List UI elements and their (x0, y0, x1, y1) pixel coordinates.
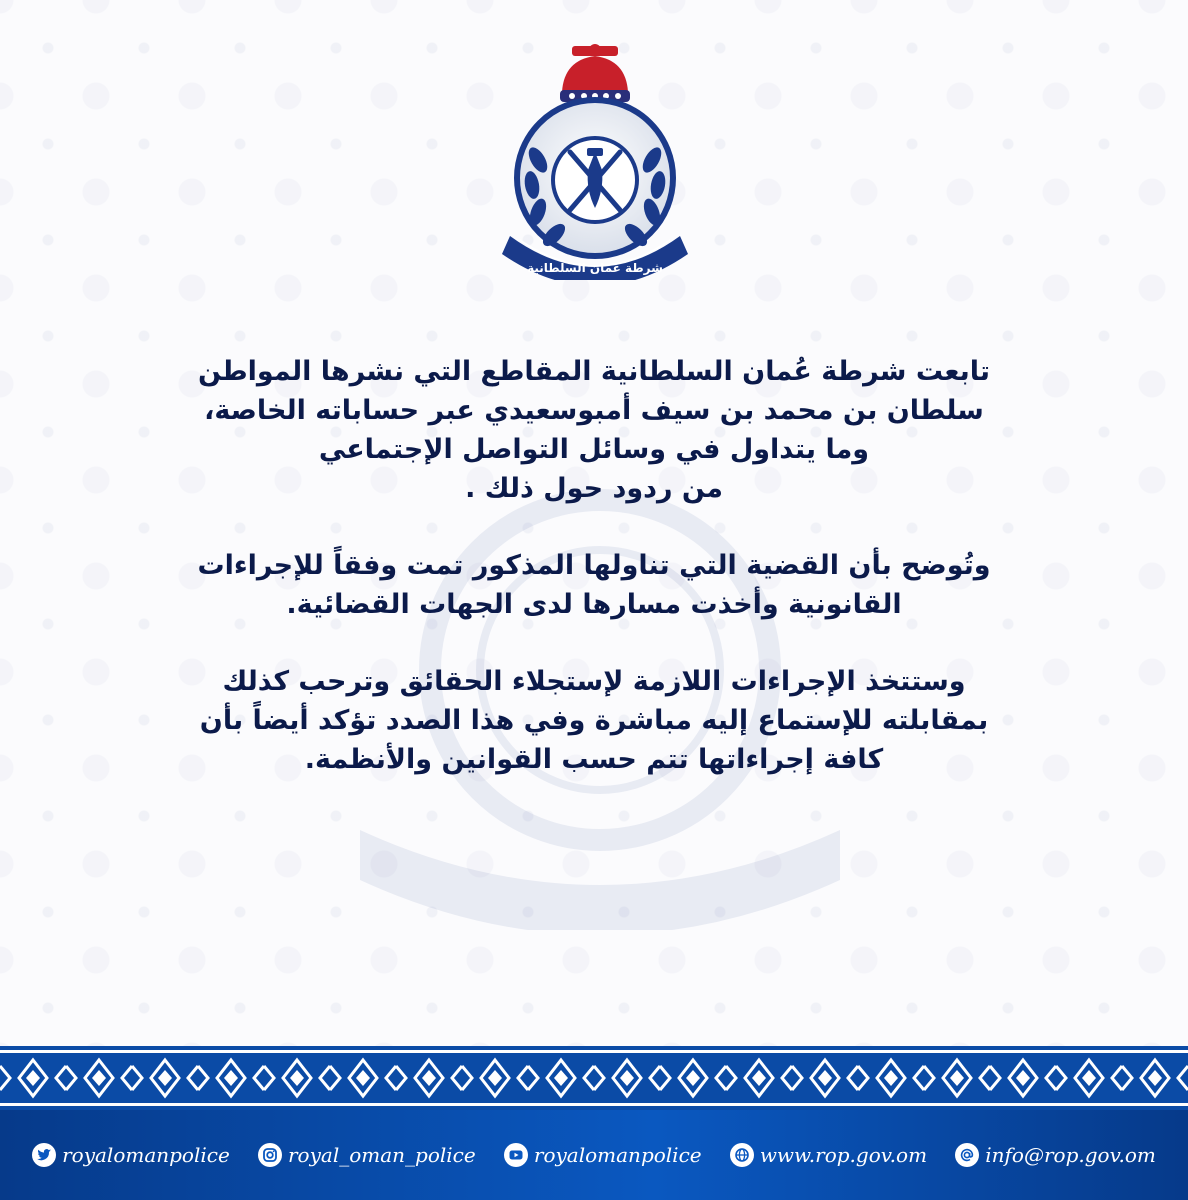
youtube-icon (504, 1143, 528, 1167)
ornament-pattern-icon (0, 1046, 1188, 1110)
footer-website-text: www.rop.gov.om (759, 1143, 928, 1167)
footer-twitter[interactable] (32, 1143, 230, 1167)
statement-paragraph-2 (60, 546, 1128, 624)
emblem-banner-text: شرطة عمان السلطانية (527, 261, 663, 275)
statement-line: سلطان بن محمد بن سيف أمبوسعيدي عبر حساباته الخاصة، (204, 395, 984, 426)
footer-youtube-text: royalomanpolice (533, 1143, 702, 1167)
footer-instagram[interactable] (258, 1143, 476, 1167)
footer-twitter-text: royalomanpolice (62, 1143, 230, 1167)
royal-oman-police-emblem-icon (492, 40, 698, 280)
statement-paragraph-1 (60, 352, 1128, 508)
statement-line: وستتخذ الإجراءات اللازمة لإستجلاء الحقائق وترحب كذلك (222, 666, 966, 697)
footer-email-text: info@rop.gov.om (985, 1143, 1156, 1167)
decorative-border-band (0, 1046, 1188, 1110)
statement-paragraph-3 (60, 662, 1128, 779)
statement-line: بمقابلته للإستماع إليه مباشرة وفي هذا الصدد تؤكد أيضاً بأن (199, 705, 989, 736)
globe-icon (730, 1143, 754, 1167)
instagram-icon (258, 1143, 282, 1167)
statement-line: من ردود حول ذلك . (465, 473, 723, 504)
footer-instagram-text: royal_oman_police (288, 1143, 476, 1167)
footer-website[interactable] (730, 1143, 927, 1167)
social-footer (0, 1110, 1188, 1200)
footer-email[interactable] (955, 1143, 1156, 1167)
statement-line: وما يتداول في وسائل التواصل الإجتماعي (318, 434, 870, 465)
statement-line: وتُوضح بأن القضية التي تناولها المذكور تمت وفقاً للإجراءات (197, 550, 991, 581)
footer-youtube[interactable] (504, 1143, 702, 1167)
statement-line: كافة إجراءاتها تتم حسب القوانين والأنظمة. (304, 744, 884, 775)
twitter-icon (32, 1143, 56, 1167)
statement-line: تابعت شرطة عُمان السلطانية المقاطع التي نشرها المواطن (197, 356, 991, 387)
statement-line: القانونية وأخذت مسارها لدى الجهات القضائية. (286, 589, 902, 620)
statement-body (60, 352, 1128, 817)
at-icon (955, 1143, 979, 1167)
